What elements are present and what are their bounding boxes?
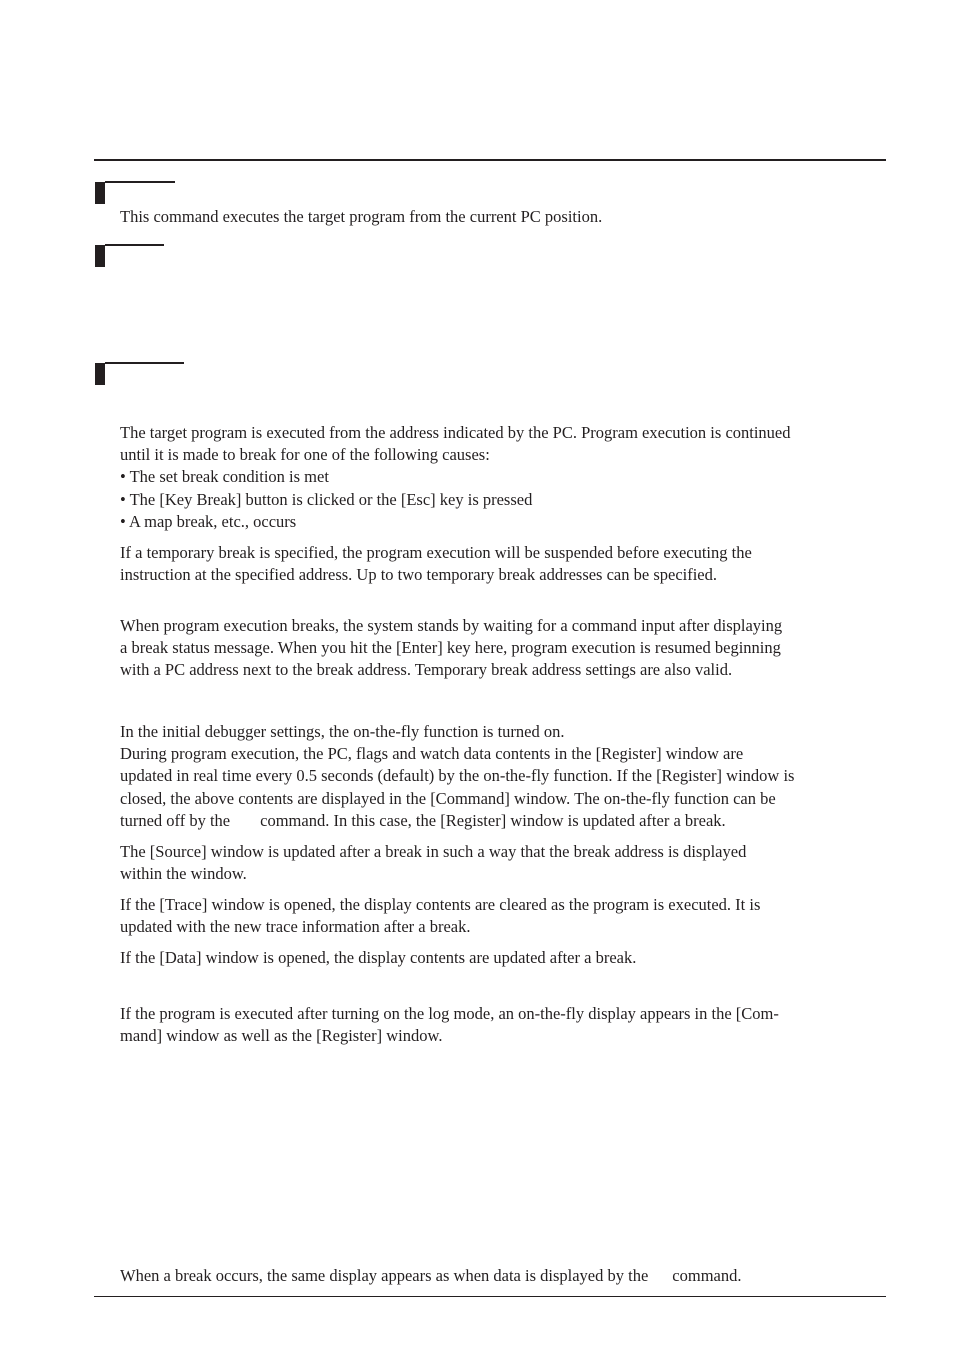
- resume-paragraph: [120, 615, 886, 682]
- text-line: In the initial debugger settings, the on-the-fly function is turned on.: [120, 722, 565, 741]
- text-line: If a temporary break is specified, the program execution will be suspended before executing the: [120, 543, 752, 562]
- log-paragraph: [120, 1003, 886, 1047]
- text-line: If the [Trace] window is opened, the display contents are cleared as the program is executed. It is: [120, 895, 761, 914]
- footer-rule: [94, 1296, 886, 1297]
- text-line: turned off by the: [120, 810, 231, 830]
- text-line: until it is made to break for one of the following causes:: [120, 445, 490, 465]
- text-line: If the program is executed after turning on the log mode, an on-the-fly display appears in the [Com-: [120, 1004, 779, 1023]
- onthefly-paragraph: [120, 721, 886, 832]
- text-line: mand] window as well as the [Register] window.: [120, 1026, 443, 1046]
- text-line: updated in real time every 0.5 seconds (default) by the on-the-fly function. If the [Register] window is: [120, 766, 795, 786]
- source-paragraph: [120, 841, 886, 885]
- list-item: • The [Key Break] button is clicked or the [Esc] key is pressed: [120, 489, 533, 509]
- operation-intro: [120, 422, 886, 533]
- functions-text: This command executes the target program from the current PC position.: [120, 207, 603, 226]
- text-line: When a break occurs, the same display appears as when data is displayed by the: [120, 1266, 649, 1285]
- text-line: closed, the above contents are displayed in the [Command] window. The on-the-fly function can be: [120, 788, 776, 808]
- section-underline-format: [105, 244, 164, 246]
- trace-paragraph: [120, 894, 886, 938]
- text-line: When program execution breaks, the system stands by waiting for a command input after displaying: [120, 616, 783, 635]
- text-line: During program execution, the PC, flags and watch data contents in the [Register] window are: [120, 744, 744, 764]
- text-line: The target program is executed from the address indicated by the PC. Program execution is continued: [120, 423, 791, 442]
- section-marker-functions: [95, 182, 105, 204]
- text-line: command.: [672, 1266, 742, 1285]
- text-line: instruction at the specified address. Up to two temporary break addresses can be specified.: [120, 565, 718, 585]
- section-underline-functions: [105, 181, 175, 183]
- text-line: a break status message. When you hit the [Enter] key here, program execution is resumed beginning: [120, 638, 781, 658]
- section-marker-operation: [95, 363, 105, 385]
- text-line: command. In this case, the [Register] window is updated after a break.: [260, 810, 726, 830]
- header-rule: [94, 159, 886, 161]
- text-line: within the window.: [120, 864, 247, 884]
- data-paragraph: If the [Data] window is opened, the display contents are updated after a break.: [120, 948, 637, 967]
- text-line: The [Source] window is updated after a break in such a way that the break address is displayed: [120, 842, 747, 861]
- list-item: • The set break condition is met: [120, 467, 329, 487]
- text-line: with a PC address next to the break address. Temporary break address settings are also valid.: [120, 660, 733, 680]
- break-display-paragraph: [120, 1265, 886, 1287]
- temporary-break-paragraph: [120, 542, 886, 586]
- section-marker-format: [95, 245, 105, 267]
- list-item: • A map break, etc., occurs: [120, 511, 297, 531]
- section-underline-operation: [105, 362, 184, 364]
- text-line: updated with the new trace information after a break.: [120, 917, 471, 937]
